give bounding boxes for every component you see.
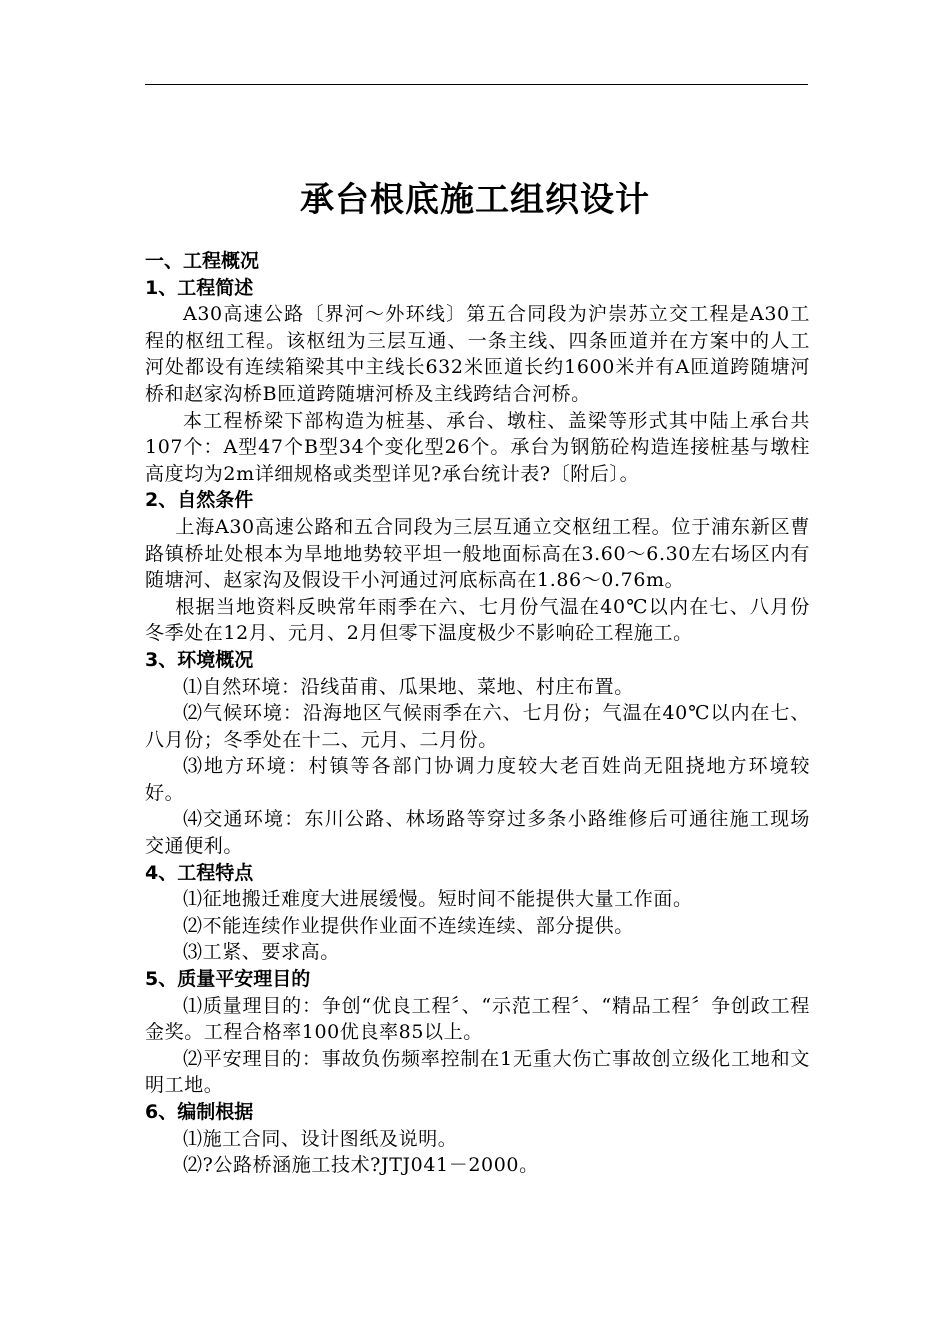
list-item: ⑴自然环境：沿线苗甫、瓜果地、菜地、村庄布置。: [183, 675, 634, 698]
list-item: ⑵气候环境：沿海地区气候雨季在六、七月份；气温在40℃以内在七、八月份；冬季处在十二、元月、二月份。: [145, 702, 810, 751]
section-heading: 3、环境概况: [145, 648, 254, 671]
list-item: ⑷交通环境：东川公路、林场路等穿过多条小路维修后可通往施工现场交通便利。: [145, 808, 810, 858]
header-rule: [145, 84, 808, 85]
section-heading: 1、工程简述: [145, 276, 254, 299]
list-item: ⑶工紧、要求高。: [183, 941, 340, 964]
list-item: ⑵不能连续作业提供作业面不连续连续、部分提供。: [183, 914, 634, 937]
section-heading: 5、质量平安理目的: [145, 968, 311, 991]
list-item: ⑵?公路桥涵施工技术?JTJ041－2000。: [183, 1154, 539, 1177]
paragraph: 根据当地资料反映常年雨季在六、七月份气温在40℃以内在七、八月份冬季处在12月、元月、2月但零下温度极少不影响砼工程施工。: [145, 595, 810, 645]
list-item: ⑴施工合同、设计图纸及说明。: [183, 1127, 458, 1150]
document-title: 承台根底施工组织设计: [300, 180, 650, 220]
list-item: ⑶地方环境：村镇等各部门协调力度较大老百姓尚无阻挠地方环境较好。: [145, 755, 810, 804]
section-heading: 2、自然条件: [145, 489, 254, 512]
paragraph: 上海A30高速公路和五合同段为三层互通立交枢纽工程。位于浦东新区曹路镇桥址处根本为旱地地势较平坦一般地面标高在3.60～6.30左右场区内有随塘河、赵家沟及假设干小河通过河底标高在1.86～0.76m。: [145, 515, 810, 592]
paragraph: 本工程桥梁下部构造为桩基、承台、墩柱、盖梁等形式其中陆上承台共107个：A型47个B型34个变化型26个。承台为钢筋砼构造连接桩基与墩柱高度均为2m详细规格或类型详见?承台统计表?〔附后〕。: [145, 409, 810, 485]
section-heading: 一、工程概况: [145, 250, 260, 272]
section-heading: 4、工程特点: [145, 861, 254, 884]
list-item: ⑵平安理目的：事故负伤频率控制在1无重大伤亡事故创立级化工地和文明工地。: [145, 1047, 810, 1097]
list-item: ⑴质量理目的：争创“优良工程〞、“示范工程〞、“精品工程〞争创政工程金奖。工程合格率100优良率85以上。: [145, 994, 810, 1044]
section-heading: 6、编制根据: [145, 1101, 254, 1123]
paragraph: A30高速公路〔界河～外环线〕第五合同段为沪崇苏立交工程是A30工程的枢纽工程。该枢纽为三层互通、一条主线、四条匝道并在方案中的人工河处都设有连续箱梁其中主线长632米匝道长约1600米并有A匝道跨随塘河桥和赵家沟桥B匝道跨随塘河桥及主线跨结合河桥。: [145, 303, 810, 405]
list-item: ⑴征地搬迁难度大进展缓慢。短时间不能提供大量工作面。: [183, 888, 693, 911]
document-body: [145, 248, 810, 1179]
